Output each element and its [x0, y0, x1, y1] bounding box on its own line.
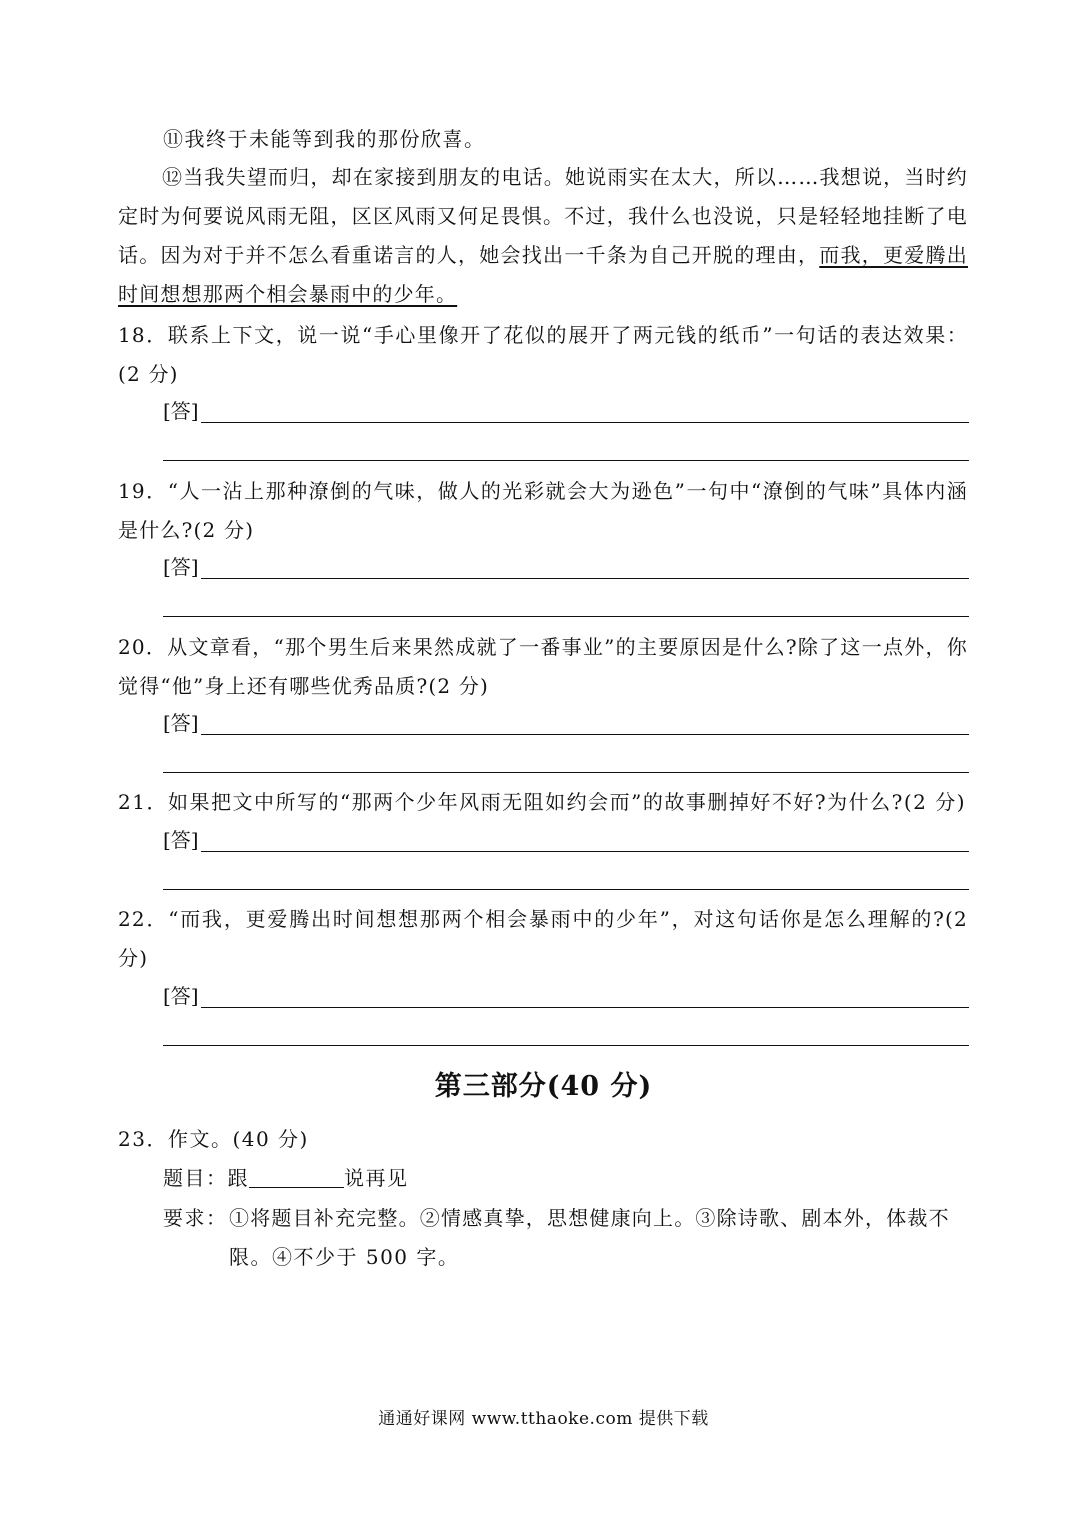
answer-row-21 — [163, 828, 969, 856]
requirements-line-2: 限。④不少于 500 字。 — [229, 1245, 460, 1269]
answer-label: [答] — [163, 828, 199, 852]
answer-row-19 — [163, 555, 969, 583]
answer-field-18[interactable] — [201, 422, 969, 423]
answer-field-20[interactable] — [201, 734, 969, 735]
essay-topic — [163, 1166, 409, 1190]
underlined-sentence: 而我，更爱腾出时间想想那两个相会暴雨中的少年。 — [118, 243, 968, 306]
answer-line-18b[interactable] — [163, 460, 969, 461]
answer-line-19b[interactable] — [163, 616, 969, 617]
question-22: 22．“而我，更爱腾出时间想想那两个相会暴雨中的少年”，对这句话你是怎么理解的?(2 分) — [118, 907, 968, 970]
answer-label: [答] — [163, 399, 199, 423]
question-23: 23．作文。(40 分) — [118, 1127, 309, 1151]
answer-label: [答] — [163, 711, 199, 735]
answer-label: [答] — [163, 984, 199, 1008]
answer-line-22b[interactable] — [163, 1045, 969, 1046]
answer-line-20b[interactable] — [163, 772, 969, 773]
section-heading: 第三部分(40 分) — [434, 1071, 653, 1102]
paragraph-12-text: ⑫当我失望而归，却在家接到朋友的电话。她说雨实在太大，所以……我想说，当时约定时为何要说风雨无阻，区区风雨又何足畏惧。不过，我什么也没说，只是轻轻地挂断了电话。因为对于并不怎么看重诺言的人，她会找出一千条为自己开脱的理由， — [118, 165, 968, 267]
topic-blank[interactable] — [249, 1167, 344, 1188]
answer-row-20 — [163, 711, 969, 739]
requirements-label: 要求： — [163, 1206, 228, 1230]
answer-field-21[interactable] — [201, 851, 969, 852]
answer-field-19[interactable] — [201, 578, 969, 579]
question-20: 20．从文章看，“那个男生后来果然成就了一番事业”的主要原因是什么?除了这一点外，你觉得“他”身上还有哪些优秀品质?(2 分) — [118, 635, 968, 698]
paragraph-11: ⑪我终于未能等到我的那份欣喜。 — [163, 127, 486, 151]
paragraph-12 — [118, 158, 968, 314]
answer-line-21b[interactable] — [163, 889, 969, 890]
question-18: 18．联系上下文，说一说“手心里像开了花似的展开了两元钱的纸币”一句话的表达效果：(2 分) — [118, 323, 968, 386]
topic-prefix: 题目：跟 — [163, 1166, 249, 1190]
answer-field-22[interactable] — [201, 1007, 969, 1008]
page-footer: 通通好课网 www.tthaoke.com 提供下载 — [378, 1409, 709, 1429]
answer-label: [答] — [163, 555, 199, 579]
question-21: 21．如果把文中所写的“那两个少年风雨无阻如约会而”的故事删掉好不好?为什么?(2 分) — [118, 790, 967, 814]
question-19: 19．“人一沾上那种潦倒的气味，做人的光彩就会大为逊色”一句中“潦倒的气味”具体内涵是什么?(2 分) — [118, 479, 968, 542]
answer-row-18 — [163, 399, 969, 427]
topic-suffix: 说再见 — [344, 1166, 409, 1190]
answer-row-22 — [163, 984, 969, 1012]
requirements-line-1: ①将题目补充完整。②情感真挚，思想健康向上。③除诗歌、剧本外，体裁不 — [229, 1206, 950, 1230]
